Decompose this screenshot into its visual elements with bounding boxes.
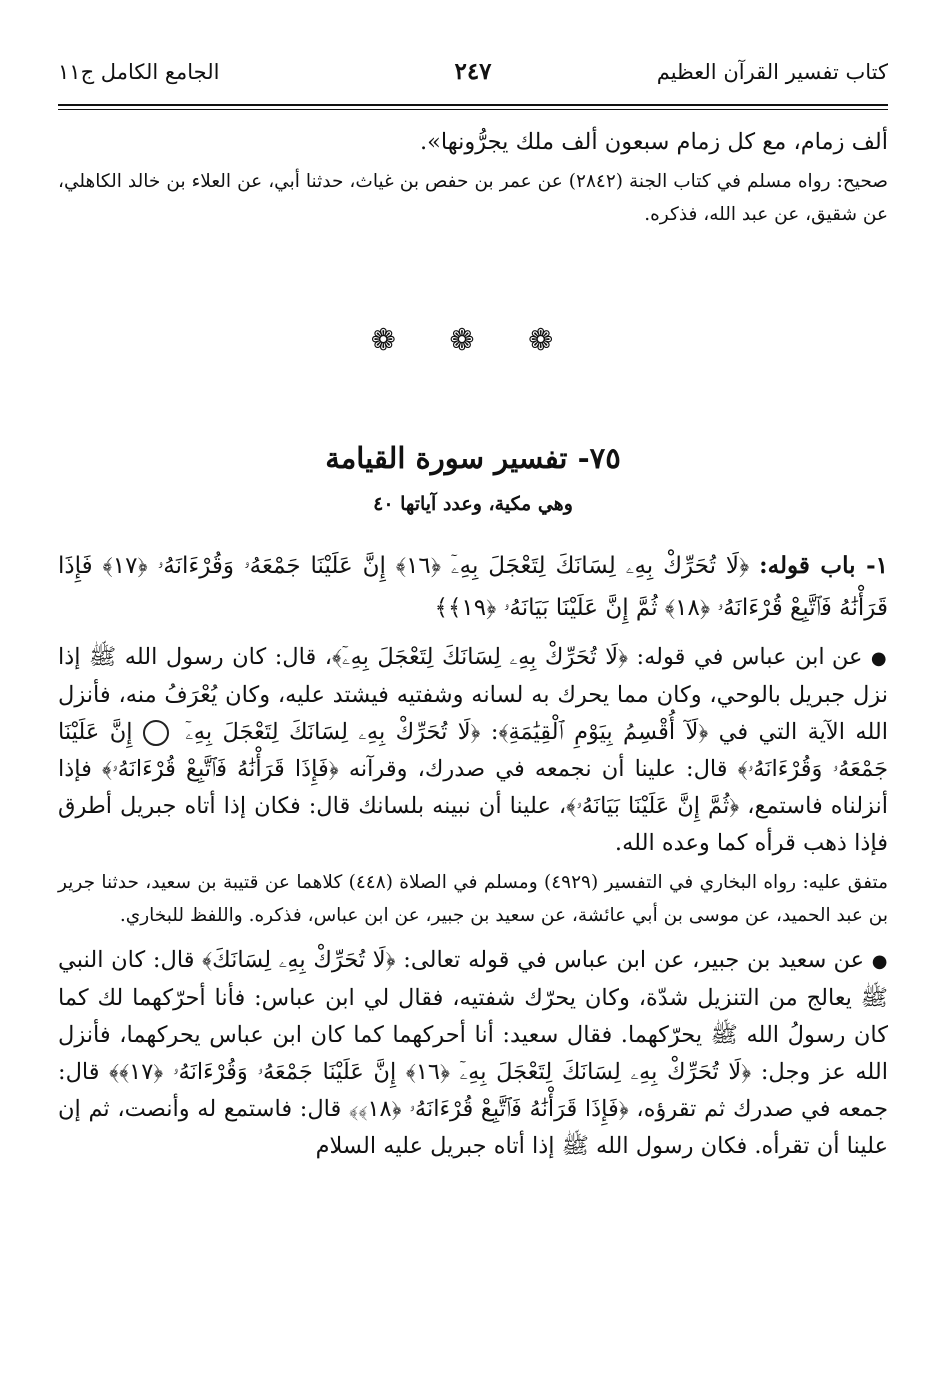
chapter-heading [58,545,888,629]
header-rule-thick [58,104,888,106]
continued-text: ألف زمام، مع كل زمام سبعون ألف ملك يجرُّونها». [419,129,888,155]
bullet-icon: ● [871,951,889,972]
chapter-label: ١- باب قوله: [759,552,889,579]
page-number: ٢٤٧ [454,58,492,85]
hadith-1-text-part1: عن ابن عباس في قوله: ﴿لَا تُحَرِّكْ بِهِۦ لِسَانَكَ لِتَعْجَلَ بِهِۦٓ﴾، قال: كان رسول الله ﷺ إذا نزل جبريل بالوحي، وكان مما يحرك به لسانه وشفتيه فيشتد عليه، وكان يُعْرَفُ منه، فأنزل الله الآية التي في ﴿لَآ أُقْسِمُ بِيَوْمِ ٱلْقِيَٰمَةِ﴾: ﴿لَا تُحَرِّكْ بِهِۦ لِسَانَكَ لِتَعْجَلَ بِهِۦٓ [58,644,888,745]
hadith-1 [58,639,888,862]
sura-subtitle: وهي مكية، وعدد آياتها ٤٠ [373,493,573,515]
document-page [58,52,888,1165]
authentication-note-1: صحيح: رواه مسلم في كتاب الجنة (٢٨٤٢) عن عمر بن حفص بن غياث، حدثنا أبي، عن العلاء بن خالد الكاهلي، عن شقيق، عن عبد الله، فذكره. [58,171,888,225]
chapter-verse: ﴿لَا تُحَرِّكْ بِهِۦ لِسَانَكَ لِتَعْجَلَ بِهِۦٓ ﴿١٦﴾ إِنَّ عَلَيْنَا جَمْعَهُۥ وَقُرْءَانَهُۥ ﴿١٧﴾ فَإِذَا قَرَأْنَٰهُ فَٱتَّبِعْ قُرْءَانَهُۥ ﴿١٨﴾ ثُمَّ إِنَّ عَلَيْنَا بَيَانَهُۥ ﴿١٩﴾﴾ [58,553,888,621]
hadith-2-text: عن سعيد بن جبير، عن ابن عباس في قوله تعالى: ﴿لَا تُحَرِّكْ بِهِۦ لِسَانَكَ﴾ قال: كان النبي ﷺ يعالج من التنزيل شدّة، وكان يحرّك شفتيه، فقال لي ابن عباس: فأنا أحرّكهما لك كما كان رسولُ الله ﷺ يحرّكهما. فقال سعيد: أنا أحركهما كما كان ابن عباس يحركهما، فأنزل الله عز وجل: ﴿لَا تُحَرِّكْ بِهِۦ لِسَانَكَ لِتَعْجَلَ بِهِۦٓ ﴿١٦﴾ إِنَّ عَلَيْنَا جَمْعَهُۥ وَقُرْءَانَهُۥ ﴿١٧﴾﴾ قال: جمعه في صدرك ثم تقرؤه، ﴿فَإِذَا قَرَأْنَٰهُ فَٱتَّبِعْ قُرْءَانَهُۥ ﴿١٨﴾﴾ قال: فاستمع له وأنصت، ثم إن علينا أن تقرأه. فكان رسول الله ﷺ إذا أتاه جبريل عليه السلام [58,947,888,1159]
book-title: كتاب تفسير القرآن العظيم [656,60,888,84]
circle-mark-icon [143,720,169,746]
ornament-divider: ❁ ❁ ❁ [370,323,576,358]
hadith-1-text-part2: إِنَّ عَلَيْنَا جَمْعَهُۥ وَقُرْءَانَهُۥ﴾ قال: علينا أن نجمعه في صدرك، وقرآنه ﴿فَإِذَا قَرَأْنَٰهُ فَٱتَّبِعْ قُرْءَانَهُۥ﴾ فإذا أنزلناه فاستمع، ﴿ثُمَّ إِنَّ عَلَيْنَا بَيَانَهُۥ﴾، علينا أن نبينه بلسانك قال: فكان إذا أتاه جبريل أطرق فإذا ذهب قرأه كما وعده الله. [58,719,888,856]
header-rule-thin [58,109,888,110]
sura-title: ٧٥- تفسير سورة القيامة [325,441,621,475]
hadith-2 [58,942,888,1165]
page-header [58,52,888,100]
volume-label: الجامع الكامل ج١١ [58,60,220,84]
bullet-icon: ● [870,648,888,669]
authentication-note-2: متفق عليه: رواه البخاري في التفسير (٤٩٢٩) ومسلم في الصلاة (٤٤٨) كلاهما عن قتيبة بن سعيد، حدثنا جرير بن عبد الحميد، عن موسى بن أبي عائشة، عن سعيد بن جبير، عن ابن عباس، فذكره. واللفظ للبخاري. [58,872,888,926]
